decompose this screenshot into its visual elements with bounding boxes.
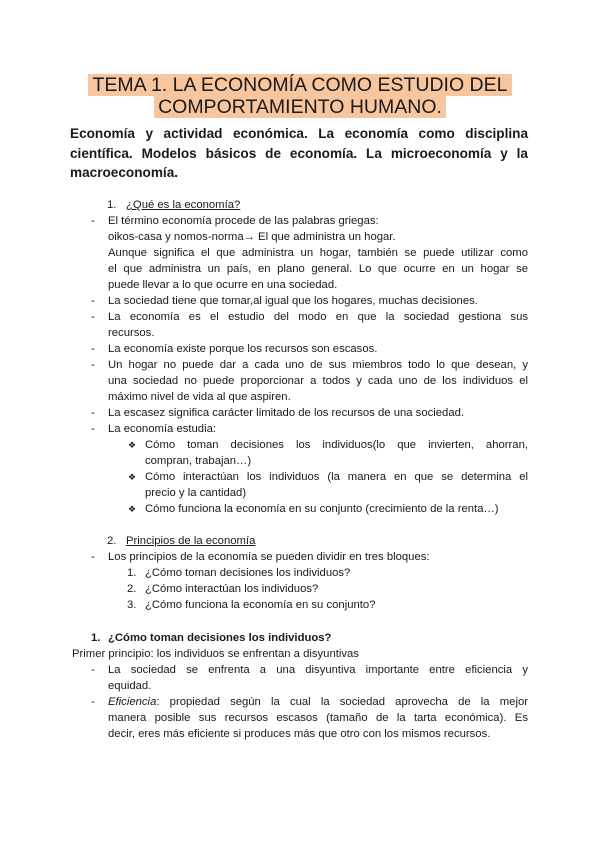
text-line: oikos-casa y nomos-norma→ El que administra un hogar. xyxy=(108,231,396,243)
text-line: Aunque significa el que administra un hogar, también se puede utilizar como xyxy=(108,247,528,259)
bullet-marker: - xyxy=(91,295,95,307)
text-line: La economía es el estudio del modo en que la sociedad gestiona sus xyxy=(108,311,528,323)
page-title-line-1: TEMA 1. LA ECONOMÍA COMO ESTUDIO DEL xyxy=(0,72,600,98)
text-line: Cómo funciona la economía en su conjunto (crecimiento de la renta…) xyxy=(145,503,499,515)
text-line: Cómo interactúan los individuos (la manera en que se determina el xyxy=(145,471,528,483)
section-heading: ¿Qué es la economía? xyxy=(126,199,241,211)
bullet-marker: - xyxy=(91,215,95,227)
text-line xyxy=(108,695,528,710)
text-line: La economía estudia: xyxy=(108,423,217,435)
bullet-marker: - xyxy=(91,407,95,419)
list-number: 2. xyxy=(127,583,137,595)
section-number: 2. xyxy=(107,535,117,547)
section-number: 1. xyxy=(107,199,117,211)
text-line: máximo nivel de vida al que aspiren. xyxy=(108,391,291,403)
text-line: La sociedad se enfrenta a una disyuntiva importante entre eficiencia y xyxy=(108,664,528,676)
text-line: La sociedad tiene que tomar,al igual que los hogares, muchas decisiones. xyxy=(108,295,478,307)
term-eficiencia: Eficiencia xyxy=(108,696,157,708)
text-line: compran, trabajan…) xyxy=(145,455,252,467)
bullet-marker: - xyxy=(91,551,95,563)
text-line: La escasez significa carácter limitado de los recursos de una sociedad. xyxy=(108,407,465,419)
section-heading: Principios de la economía xyxy=(126,535,256,547)
text-line: decir, eres más eficiente si produces más que otro con los mismos recursos. xyxy=(108,728,491,740)
section-heading: ¿Cómo toman decisiones los individuos? xyxy=(108,632,332,644)
text-line: Cómo toman decisiones los individuos(lo que invierten, ahorran, xyxy=(145,439,528,451)
bullet-marker: - xyxy=(91,423,95,435)
bullet-marker: - xyxy=(91,664,95,676)
diamond-bullet-icon: ❖ xyxy=(128,504,137,514)
text-line: precio y la cantidad) xyxy=(145,487,247,499)
text-line: Un hogar no puede dar a cada uno de sus miembros todo lo que desean, y xyxy=(108,359,528,371)
list-number: 1. xyxy=(127,567,137,579)
diamond-bullet-icon: ❖ xyxy=(128,472,137,482)
bullet-marker: - xyxy=(91,343,95,355)
text-line-rest: : propiedad según la cual la sociedad aprovecha de la mejor xyxy=(156,696,528,708)
bullet-marker: - xyxy=(91,311,95,323)
text-line: el que administra un país, en plano general. Lo que ocurre en un hogar se xyxy=(108,263,528,275)
bullet-marker: - xyxy=(91,696,95,708)
text-line: equidad. xyxy=(108,680,152,692)
text-line: recursos. xyxy=(108,327,155,339)
text-line: manera posible sus recursos escasos (tamaño de la tarta económica). Es xyxy=(108,712,528,724)
diamond-bullet-icon: ❖ xyxy=(128,440,137,450)
text-line: una sociedad no puede proporcionar a todos y cada uno de los individuos el xyxy=(108,375,528,387)
bullet-marker: - xyxy=(91,359,95,371)
text-line: El término economía procede de las palabras griegas: xyxy=(108,215,379,227)
text-line: Los principios de la economía se pueden dividir en tres bloques: xyxy=(108,551,430,563)
text-line: puede llevar a lo que ocurre en una sociedad. xyxy=(108,279,338,291)
list-item: ¿Cómo interactúan los individuos? xyxy=(145,583,319,595)
text-line: La economía existe porque los recursos son escasos. xyxy=(108,343,378,355)
list-item: ¿Cómo toman decisiones los individuos? xyxy=(145,567,351,579)
subtitle: Economía y actividad económica. La economía como disciplina científica. Modelos básicos de economía. La microeconomía y la macroeconomía. xyxy=(70,126,528,180)
list-number: 3. xyxy=(127,599,137,611)
page-title-line-2: COMPORTAMIENTO HUMANO. xyxy=(0,94,600,120)
list-item: ¿Cómo funciona la economía en su conjunto? xyxy=(145,599,376,611)
text-line: Primer principio: los individuos se enfrentan a disyuntivas xyxy=(72,648,359,660)
section-number: 1. xyxy=(91,632,101,644)
